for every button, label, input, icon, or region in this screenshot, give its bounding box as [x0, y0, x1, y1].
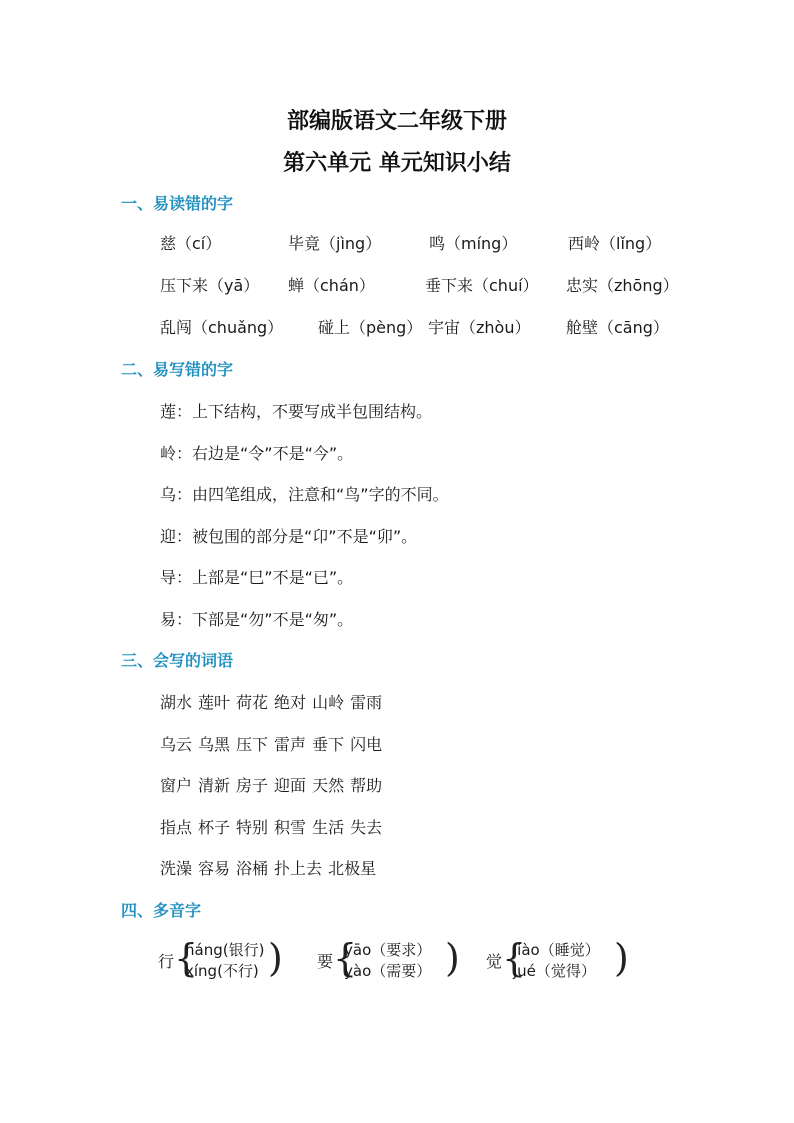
section-heading-words: 三、会写的词语: [121, 651, 234, 670]
word: 闪电: [350, 735, 383, 754]
polyphone-reading: xíng(不行): [185, 962, 259, 980]
word: 雷雨: [350, 693, 383, 712]
reading-item: 宇宙（zhòu）: [428, 318, 531, 337]
reading-item: 蝉（chán）: [288, 276, 375, 295]
polyphone-reading: yào（需要）: [344, 962, 432, 980]
word: 洗澡: [160, 859, 193, 878]
writing-note: 导：上部是“巳”不是“已”。: [160, 568, 354, 587]
writing-note: 迎：被包围的部分是“卬”不是“卯”。: [160, 527, 418, 546]
word: 湖水: [160, 693, 193, 712]
word: 绝对: [274, 693, 307, 712]
reading-row: [0, 273, 794, 295]
reading-item: 西岭（lǐng）: [568, 234, 662, 253]
word-row: [160, 732, 388, 755]
reading-item: 鸣（míng）: [429, 234, 518, 253]
reading-item: 压下来（yā）: [160, 276, 260, 295]
word: 生活: [312, 818, 345, 837]
reading-item: 舱壁（cāng）: [566, 318, 669, 337]
word-row: [160, 856, 382, 879]
word: 房子: [236, 776, 269, 795]
word: 浴桶: [236, 859, 269, 878]
polyphone-char: 要: [317, 952, 334, 971]
left-brace-icon: {: [502, 936, 527, 980]
polyphone-reading: jué（觉得）: [513, 962, 596, 980]
reading-item: 乱闯（chuǎng）: [160, 318, 284, 337]
word: 扑上去: [274, 859, 323, 878]
word: 乌黑: [198, 735, 231, 754]
section-heading-writing: 二、易写错的字: [121, 360, 234, 379]
word: 窗户: [160, 776, 193, 795]
right-paren-icon: ): [445, 936, 460, 980]
page-title: 部编版语文二年级下册: [286, 108, 507, 134]
word: 杯子: [198, 818, 231, 837]
word: 特别: [236, 818, 269, 837]
writing-note: 易：下部是“勿”不是“匆”。: [160, 610, 354, 629]
word: 莲叶: [198, 693, 231, 712]
word: 北极星: [328, 859, 377, 878]
word: 失去: [350, 818, 383, 837]
reading-row: [0, 231, 794, 253]
word: 垂下: [312, 735, 345, 754]
right-paren-icon: ): [268, 936, 283, 980]
polyphone-reading: yāo（要求）: [344, 941, 432, 959]
word-row: [160, 690, 388, 713]
word: 乌云: [160, 735, 193, 754]
word: 积雪: [274, 818, 307, 837]
word-row: [160, 815, 388, 838]
word: 天然: [312, 776, 345, 795]
polyphone-reading: háng(银行): [185, 941, 265, 959]
word: 雷声: [274, 735, 307, 754]
section-heading-polyphones: 四、多音字: [121, 901, 202, 920]
polyphone-reading: jiào（睡觉）: [513, 941, 600, 959]
word: 荷花: [236, 693, 269, 712]
polyphone-char: 觉: [486, 952, 503, 971]
writing-note: 莲：上下结构，不要写成半包围结构。: [160, 402, 433, 421]
polyphone-char: 行: [158, 952, 175, 971]
reading-row: [0, 315, 794, 337]
word: 山岭: [312, 693, 345, 712]
word: 迎面: [274, 776, 307, 795]
page-subtitle: 第六单元 单元知识小结: [283, 150, 511, 176]
section-heading-reading: 一、易读错的字: [121, 194, 234, 213]
left-brace-icon: {: [174, 936, 199, 980]
word: 指点: [160, 818, 193, 837]
reading-item: 忠实（zhōng）: [566, 276, 679, 295]
polyphone-group: [158, 937, 288, 985]
right-paren-icon: ): [614, 936, 629, 980]
word: 压下: [236, 735, 269, 754]
word: 帮助: [350, 776, 383, 795]
reading-item: 碰上（pèng）: [318, 318, 423, 337]
writing-note: 乌：由四笔组成，注意和“鸟”字的不同。: [160, 485, 449, 504]
polyphone-group: [317, 937, 462, 985]
word: 清新: [198, 776, 231, 795]
reading-item: 慈（cí）: [160, 234, 222, 253]
writing-note: 岭：右边是“令”不是“今”。: [160, 444, 354, 463]
reading-item: 垂下来（chuí）: [425, 276, 539, 295]
left-brace-icon: {: [333, 936, 358, 980]
reading-item: 毕竟（jìng）: [288, 234, 382, 253]
word: 容易: [198, 859, 231, 878]
word-row: [160, 773, 388, 796]
polyphone-group: [486, 937, 631, 985]
